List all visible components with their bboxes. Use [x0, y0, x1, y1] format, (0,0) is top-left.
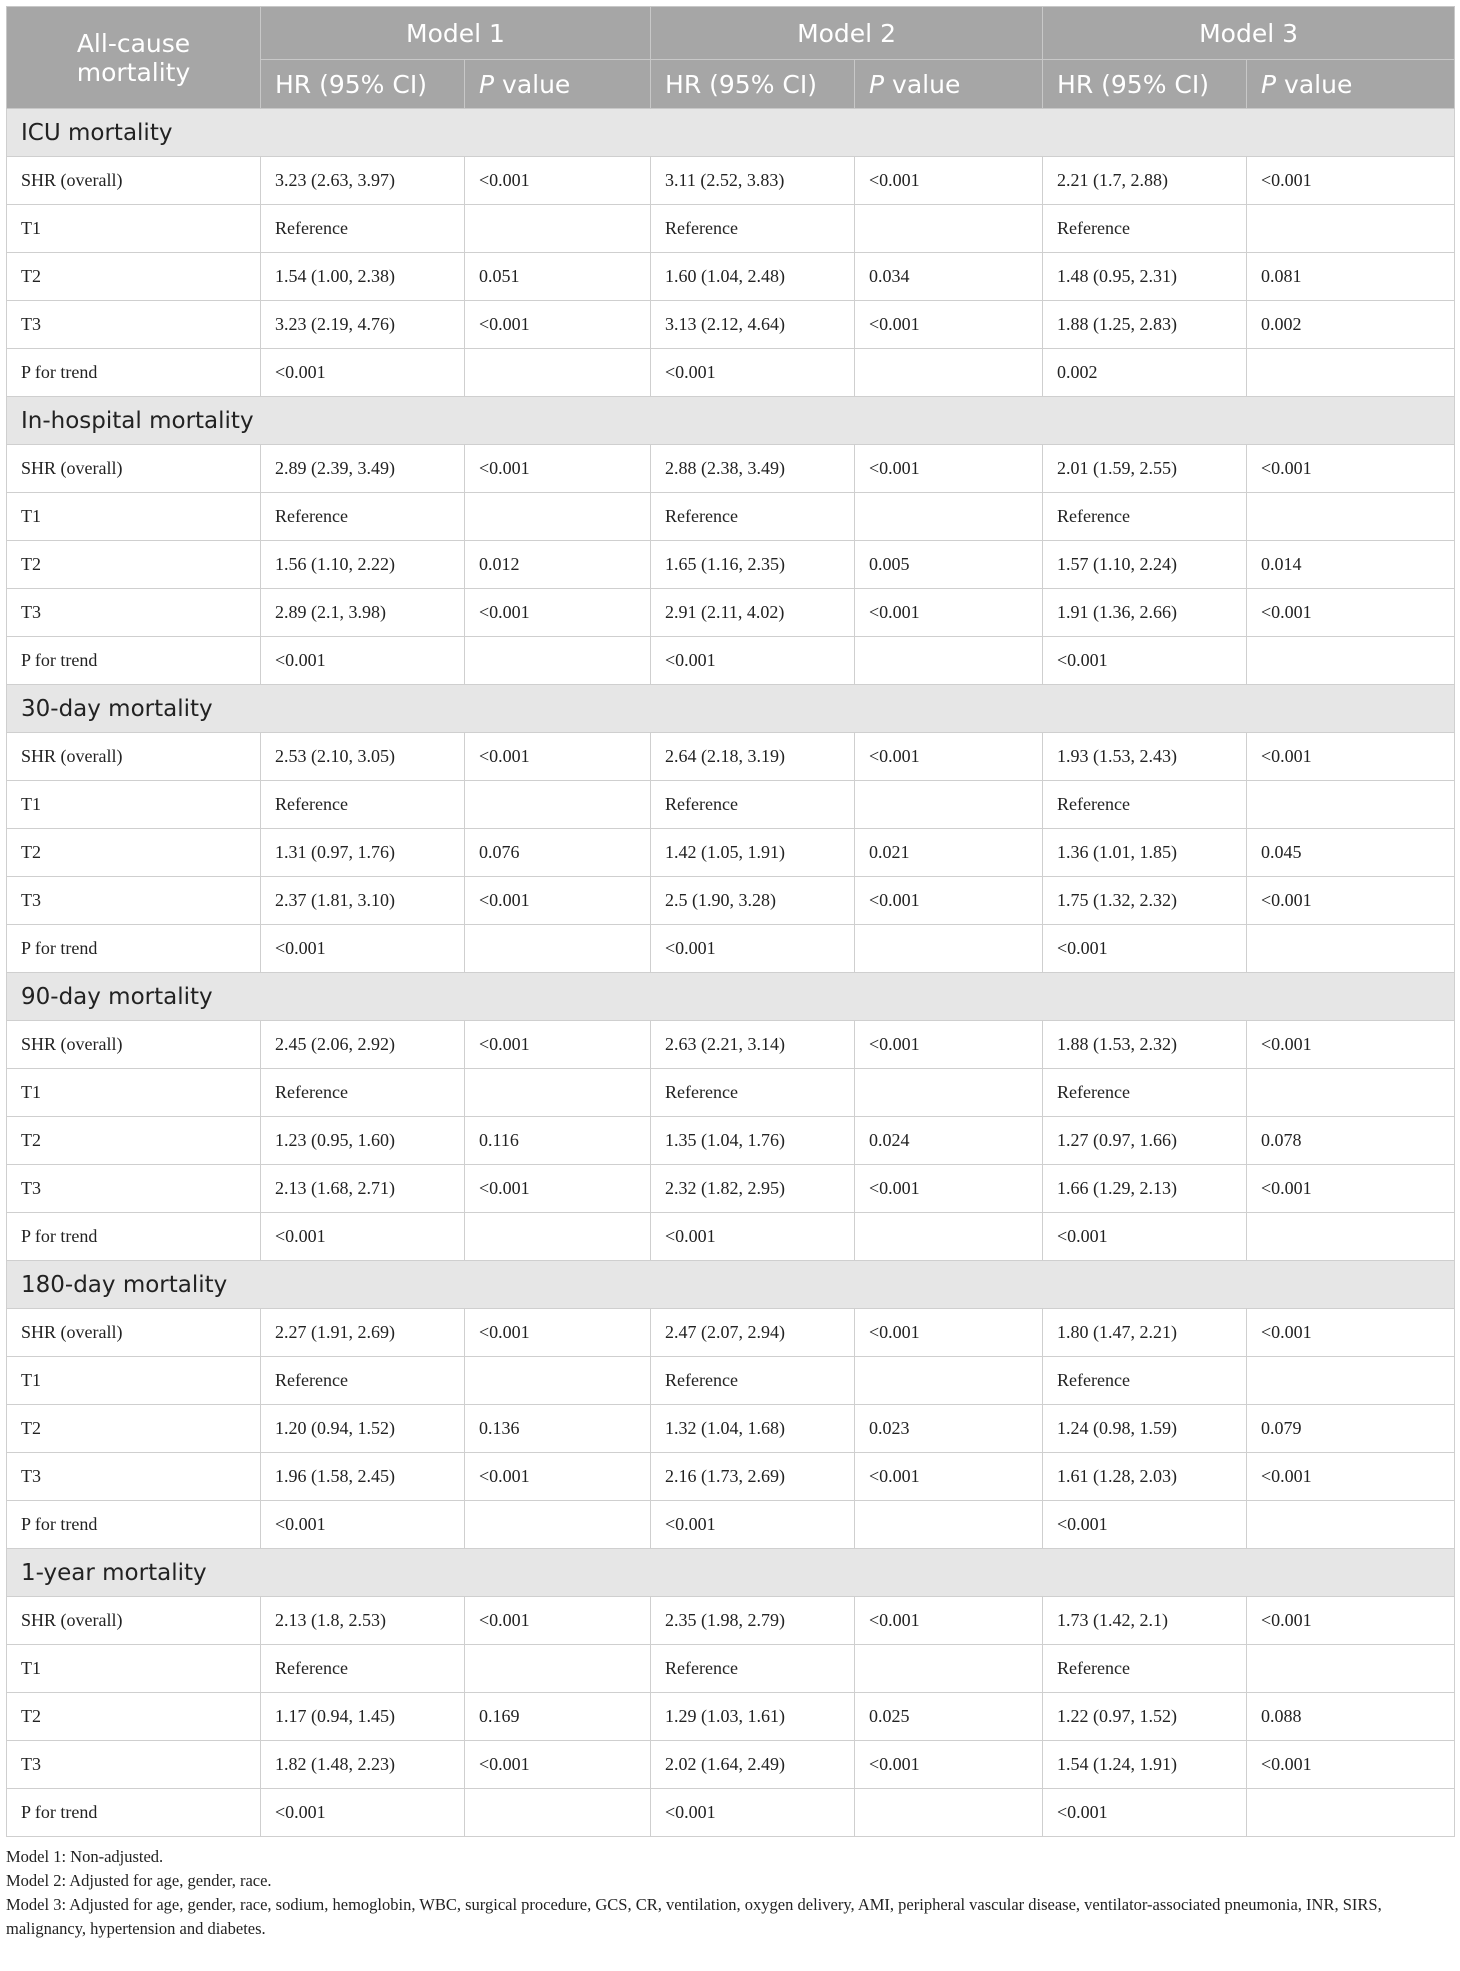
hr-cell: <0.001 — [651, 1213, 855, 1261]
p-value-cell: 0.051 — [465, 253, 651, 301]
p-value-cell: <0.001 — [1247, 1597, 1455, 1645]
hr-cell: <0.001 — [651, 349, 855, 397]
hr-cell: Reference — [1043, 205, 1247, 253]
table-row — [7, 493, 1455, 541]
hr-cell: <0.001 — [1043, 1501, 1247, 1549]
table-row — [7, 1309, 1455, 1357]
p-value-cell: <0.001 — [1247, 877, 1455, 925]
hr-cell: 1.24 (0.98, 1.59) — [1043, 1405, 1247, 1453]
hr-cell: 2.45 (2.06, 2.92) — [261, 1021, 465, 1069]
mortality-table — [6, 6, 1455, 1837]
hr-header: HR (95% CI) — [1043, 60, 1247, 109]
hr-cell: <0.001 — [261, 1789, 465, 1837]
hr-cell: 1.80 (1.47, 2.21) — [1043, 1309, 1247, 1357]
hr-cell: 2.89 (2.1, 3.98) — [261, 589, 465, 637]
model-3-header: Model 3 — [1043, 7, 1455, 60]
p-value-cell: <0.001 — [855, 1741, 1043, 1789]
p-value-cell — [1247, 205, 1455, 253]
section-row — [7, 109, 1455, 157]
p-value-cell — [1247, 1645, 1455, 1693]
row-label: T3 — [7, 301, 261, 349]
table-row — [7, 445, 1455, 493]
hr-cell: <0.001 — [261, 637, 465, 685]
hr-cell: Reference — [261, 1357, 465, 1405]
p-value-cell: <0.001 — [855, 1597, 1043, 1645]
hr-cell: 2.02 (1.64, 2.49) — [651, 1741, 855, 1789]
table-row — [7, 1645, 1455, 1693]
hr-cell: <0.001 — [651, 1501, 855, 1549]
hr-cell: 2.47 (2.07, 2.94) — [651, 1309, 855, 1357]
row-label: T2 — [7, 1117, 261, 1165]
hr-cell: 1.54 (1.00, 2.38) — [261, 253, 465, 301]
hr-cell: 2.5 (1.90, 3.28) — [651, 877, 855, 925]
p-value-cell: <0.001 — [465, 1165, 651, 1213]
hr-cell: 2.16 (1.73, 2.69) — [651, 1453, 855, 1501]
row-label: T1 — [7, 1357, 261, 1405]
p-value-cell — [465, 1213, 651, 1261]
table-row — [7, 637, 1455, 685]
footnote-model-3: Model 3: Adjusted for age, gender, race, sodium, hemoglobin, WBC, surgical procedure, GCS, CR, ventilation, oxygen delivery, AMI, peripheral vascular disease, ventilator-associated pneumonia, INR, SIRS, malignancy, hypertension and diabetes. — [6, 1895, 1382, 1938]
row-label: T2 — [7, 1693, 261, 1741]
hr-cell: 1.48 (0.95, 2.31) — [1043, 253, 1247, 301]
p-value-header — [855, 60, 1043, 109]
p-value-cell — [855, 637, 1043, 685]
p-value-cell: <0.001 — [855, 589, 1043, 637]
row-label: SHR (overall) — [7, 445, 261, 493]
hr-cell: <0.001 — [261, 925, 465, 973]
p-value-cell: 0.078 — [1247, 1117, 1455, 1165]
hr-cell: 1.29 (1.03, 1.61) — [651, 1693, 855, 1741]
hr-cell: 1.60 (1.04, 2.48) — [651, 253, 855, 301]
row-label: T3 — [7, 1741, 261, 1789]
section-row — [7, 973, 1455, 1021]
p-value-cell — [855, 781, 1043, 829]
p-value-cell: <0.001 — [465, 1453, 651, 1501]
hr-cell: 2.91 (2.11, 4.02) — [651, 589, 855, 637]
hr-cell: 1.82 (1.48, 2.23) — [261, 1741, 465, 1789]
p-value-cell — [855, 493, 1043, 541]
hr-cell: 1.96 (1.58, 2.45) — [261, 1453, 465, 1501]
row-label: SHR (overall) — [7, 1021, 261, 1069]
hr-cell: 2.27 (1.91, 2.69) — [261, 1309, 465, 1357]
hr-cell: 1.57 (1.10, 2.24) — [1043, 541, 1247, 589]
hr-cell: 1.56 (1.10, 2.22) — [261, 541, 465, 589]
p-value-cell: <0.001 — [465, 1741, 651, 1789]
p-value-cell: <0.001 — [855, 1309, 1043, 1357]
table-container — [6, 6, 1454, 1941]
hr-cell: Reference — [651, 1645, 855, 1693]
table-body — [7, 109, 1455, 1837]
p-value-cell: <0.001 — [465, 877, 651, 925]
p-rest: value — [1276, 69, 1353, 99]
hr-cell: Reference — [261, 493, 465, 541]
hr-cell: 3.23 (2.19, 4.76) — [261, 301, 465, 349]
p-value-cell: <0.001 — [855, 1453, 1043, 1501]
row-label: P for trend — [7, 637, 261, 685]
p-value-cell — [465, 1789, 651, 1837]
table-row — [7, 253, 1455, 301]
hr-cell: 1.91 (1.36, 2.66) — [1043, 589, 1247, 637]
section-row — [7, 685, 1455, 733]
section-title: 30-day mortality — [7, 685, 1455, 733]
p-value-cell: 0.021 — [855, 829, 1043, 877]
hr-cell: 3.13 (2.12, 4.64) — [651, 301, 855, 349]
p-value-cell: <0.001 — [855, 1165, 1043, 1213]
hr-cell: 2.89 (2.39, 3.49) — [261, 445, 465, 493]
hr-cell: <0.001 — [1043, 925, 1247, 973]
hr-cell: 2.63 (2.21, 3.14) — [651, 1021, 855, 1069]
p-value-header — [465, 60, 651, 109]
row-label: T1 — [7, 1069, 261, 1117]
hr-cell: 2.01 (1.59, 2.55) — [1043, 445, 1247, 493]
hr-cell: 2.13 (1.8, 2.53) — [261, 1597, 465, 1645]
hr-cell: 1.93 (1.53, 2.43) — [1043, 733, 1247, 781]
table-row — [7, 1357, 1455, 1405]
hr-cell: 1.20 (0.94, 1.52) — [261, 1405, 465, 1453]
hr-cell: 1.31 (0.97, 1.76) — [261, 829, 465, 877]
p-value-cell: <0.001 — [855, 445, 1043, 493]
table-row — [7, 1453, 1455, 1501]
p-value-cell: <0.001 — [855, 1021, 1043, 1069]
p-value-cell: <0.001 — [465, 157, 651, 205]
row-label: SHR (overall) — [7, 157, 261, 205]
table-row — [7, 781, 1455, 829]
row-label: T1 — [7, 1645, 261, 1693]
hr-cell: Reference — [651, 1069, 855, 1117]
p-italic: P — [869, 69, 885, 99]
p-value-cell: 0.014 — [1247, 541, 1455, 589]
p-value-cell — [465, 349, 651, 397]
p-value-cell: 0.169 — [465, 1693, 651, 1741]
hr-cell: Reference — [261, 1645, 465, 1693]
hr-cell: 1.42 (1.05, 1.91) — [651, 829, 855, 877]
p-value-cell — [855, 1069, 1043, 1117]
row-label: T2 — [7, 541, 261, 589]
row-label: T2 — [7, 1405, 261, 1453]
p-value-cell — [855, 205, 1043, 253]
hr-header: HR (95% CI) — [261, 60, 465, 109]
p-value-cell: <0.001 — [465, 1021, 651, 1069]
p-value-cell — [465, 781, 651, 829]
hr-cell: 1.65 (1.16, 2.35) — [651, 541, 855, 589]
p-rest: value — [884, 69, 961, 99]
row-label: P for trend — [7, 1501, 261, 1549]
row-label: P for trend — [7, 349, 261, 397]
section-title: 1-year mortality — [7, 1549, 1455, 1597]
section-title: 90-day mortality — [7, 973, 1455, 1021]
p-value-cell: <0.001 — [855, 877, 1043, 925]
p-italic: P — [479, 69, 495, 99]
table-row — [7, 1789, 1455, 1837]
hr-cell: <0.001 — [1043, 1213, 1247, 1261]
row-label: SHR (overall) — [7, 1309, 261, 1357]
p-value-cell — [855, 1789, 1043, 1837]
p-value-cell — [1247, 1213, 1455, 1261]
hr-cell: 2.88 (2.38, 3.49) — [651, 445, 855, 493]
table-row — [7, 301, 1455, 349]
p-value-cell: <0.001 — [465, 733, 651, 781]
p-value-cell — [855, 1501, 1043, 1549]
p-value-cell — [465, 1069, 651, 1117]
hr-cell: 1.23 (0.95, 1.60) — [261, 1117, 465, 1165]
hr-cell: Reference — [651, 781, 855, 829]
hr-cell: 1.35 (1.04, 1.76) — [651, 1117, 855, 1165]
p-value-cell: <0.001 — [465, 589, 651, 637]
hr-cell: Reference — [651, 1357, 855, 1405]
p-value-cell: 0.012 — [465, 541, 651, 589]
row-label: T2 — [7, 829, 261, 877]
p-value-cell: <0.001 — [855, 157, 1043, 205]
hr-cell: <0.001 — [261, 1501, 465, 1549]
hr-cell: 2.32 (1.82, 2.95) — [651, 1165, 855, 1213]
p-value-cell — [855, 1645, 1043, 1693]
footnote-model-2: Model 2: Adjusted for age, gender, race. — [6, 1871, 272, 1890]
hr-cell: <0.001 — [651, 925, 855, 973]
row-label: T1 — [7, 493, 261, 541]
table-row — [7, 1021, 1455, 1069]
p-value-cell: 0.116 — [465, 1117, 651, 1165]
table-row — [7, 1693, 1455, 1741]
table-row — [7, 1069, 1455, 1117]
table-row — [7, 589, 1455, 637]
p-value-cell: 0.079 — [1247, 1405, 1455, 1453]
p-value-cell — [465, 1501, 651, 1549]
hr-cell: <0.001 — [261, 1213, 465, 1261]
row-label: T3 — [7, 877, 261, 925]
table-row — [7, 1501, 1455, 1549]
p-rest: value — [494, 69, 571, 99]
p-value-cell: <0.001 — [1247, 1741, 1455, 1789]
table-row — [7, 733, 1455, 781]
p-value-cell — [465, 493, 651, 541]
row-label: T3 — [7, 1165, 261, 1213]
row-label: P for trend — [7, 925, 261, 973]
p-value-cell: <0.001 — [1247, 733, 1455, 781]
p-value-cell: <0.001 — [1247, 1453, 1455, 1501]
p-value-cell: 0.005 — [855, 541, 1043, 589]
p-value-cell: <0.001 — [1247, 1021, 1455, 1069]
p-value-cell: <0.001 — [1247, 589, 1455, 637]
hr-cell: <0.001 — [1043, 637, 1247, 685]
hr-cell: 1.17 (0.94, 1.45) — [261, 1693, 465, 1741]
hr-cell: Reference — [261, 1069, 465, 1117]
p-value-cell: 0.088 — [1247, 1693, 1455, 1741]
hr-cell: 2.37 (1.81, 3.10) — [261, 877, 465, 925]
p-value-cell: 0.045 — [1247, 829, 1455, 877]
p-value-cell — [1247, 637, 1455, 685]
p-value-cell — [1247, 493, 1455, 541]
row-label: SHR (overall) — [7, 1597, 261, 1645]
section-row — [7, 1261, 1455, 1309]
table-header — [7, 7, 1455, 109]
table-row — [7, 1597, 1455, 1645]
hr-cell: <0.001 — [261, 349, 465, 397]
hr-cell: Reference — [261, 781, 465, 829]
hr-cell: 1.88 (1.53, 2.32) — [1043, 1021, 1247, 1069]
hr-cell: 2.21 (1.7, 2.88) — [1043, 157, 1247, 205]
hr-cell: 1.88 (1.25, 2.83) — [1043, 301, 1247, 349]
hr-cell: Reference — [1043, 1069, 1247, 1117]
hr-header: HR (95% CI) — [651, 60, 855, 109]
hr-cell: Reference — [1043, 1357, 1247, 1405]
table-footnotes — [6, 1845, 1454, 1941]
hr-cell: Reference — [651, 205, 855, 253]
p-value-cell: <0.001 — [855, 301, 1043, 349]
p-value-cell — [855, 349, 1043, 397]
hr-cell: 2.53 (2.10, 3.05) — [261, 733, 465, 781]
hr-cell: 1.54 (1.24, 1.91) — [1043, 1741, 1247, 1789]
p-value-cell — [465, 925, 651, 973]
hr-cell: 3.11 (2.52, 3.83) — [651, 157, 855, 205]
p-value-cell — [1247, 781, 1455, 829]
p-value-cell: 0.136 — [465, 1405, 651, 1453]
hr-cell: 2.64 (2.18, 3.19) — [651, 733, 855, 781]
p-value-cell — [1247, 1069, 1455, 1117]
p-value-cell: 0.081 — [1247, 253, 1455, 301]
hr-cell: 1.73 (1.42, 2.1) — [1043, 1597, 1247, 1645]
hr-cell: 1.61 (1.28, 2.03) — [1043, 1453, 1247, 1501]
table-row — [7, 1117, 1455, 1165]
section-row — [7, 1549, 1455, 1597]
footnote-model-1: Model 1: Non-adjusted. — [6, 1847, 164, 1866]
p-value-cell — [1247, 349, 1455, 397]
hr-cell: 2.13 (1.68, 2.71) — [261, 1165, 465, 1213]
row-label: T1 — [7, 781, 261, 829]
table-row — [7, 1405, 1455, 1453]
hr-cell: Reference — [261, 205, 465, 253]
hr-cell: 2.35 (1.98, 2.79) — [651, 1597, 855, 1645]
hr-cell: 1.36 (1.01, 1.85) — [1043, 829, 1247, 877]
p-value-cell: 0.034 — [855, 253, 1043, 301]
hr-cell: Reference — [1043, 493, 1247, 541]
p-value-cell: 0.025 — [855, 1693, 1043, 1741]
p-value-cell — [1247, 1501, 1455, 1549]
p-value-cell — [465, 1645, 651, 1693]
table-row — [7, 1165, 1455, 1213]
table-row — [7, 925, 1455, 973]
p-value-cell: <0.001 — [1247, 1165, 1455, 1213]
table-row — [7, 205, 1455, 253]
table-row — [7, 1741, 1455, 1789]
row-label: P for trend — [7, 1789, 261, 1837]
hr-cell: Reference — [1043, 781, 1247, 829]
p-value-cell: <0.001 — [465, 445, 651, 493]
table-row — [7, 349, 1455, 397]
hr-cell: Reference — [651, 493, 855, 541]
p-value-cell: <0.001 — [465, 1597, 651, 1645]
p-value-cell — [855, 925, 1043, 973]
p-value-cell — [465, 637, 651, 685]
p-italic: P — [1261, 69, 1277, 99]
hr-cell: Reference — [1043, 1645, 1247, 1693]
p-value-cell: <0.001 — [855, 733, 1043, 781]
hr-cell: 0.002 — [1043, 349, 1247, 397]
model-1-header: Model 1 — [261, 7, 651, 60]
row-label: T2 — [7, 253, 261, 301]
p-value-cell — [1247, 1357, 1455, 1405]
table-row — [7, 877, 1455, 925]
table-row — [7, 157, 1455, 205]
p-value-cell: <0.001 — [1247, 157, 1455, 205]
section-title: 180-day mortality — [7, 1261, 1455, 1309]
row-label: T1 — [7, 205, 261, 253]
p-value-cell — [465, 205, 651, 253]
p-value-cell: 0.024 — [855, 1117, 1043, 1165]
p-value-cell — [855, 1357, 1043, 1405]
hr-cell: 1.22 (0.97, 1.52) — [1043, 1693, 1247, 1741]
p-value-cell: 0.023 — [855, 1405, 1043, 1453]
hr-cell: 1.27 (0.97, 1.66) — [1043, 1117, 1247, 1165]
row-label: T3 — [7, 589, 261, 637]
p-value-cell: <0.001 — [1247, 1309, 1455, 1357]
p-value-cell — [1247, 1789, 1455, 1837]
hr-cell: <0.001 — [1043, 1789, 1247, 1837]
p-value-cell — [465, 1357, 651, 1405]
p-value-header — [1247, 60, 1455, 109]
hr-cell: 1.66 (1.29, 2.13) — [1043, 1165, 1247, 1213]
p-value-cell: 0.076 — [465, 829, 651, 877]
p-value-cell: <0.001 — [1247, 445, 1455, 493]
corner-header: All-cause mortality — [7, 7, 261, 109]
p-value-cell: <0.001 — [465, 1309, 651, 1357]
row-label: P for trend — [7, 1213, 261, 1261]
p-value-cell: <0.001 — [465, 301, 651, 349]
hr-cell: <0.001 — [651, 637, 855, 685]
section-title: ICU mortality — [7, 109, 1455, 157]
p-value-cell — [855, 1213, 1043, 1261]
table-row — [7, 1213, 1455, 1261]
section-title: In-hospital mortality — [7, 397, 1455, 445]
section-row — [7, 397, 1455, 445]
hr-cell: 1.75 (1.32, 2.32) — [1043, 877, 1247, 925]
p-value-cell — [1247, 925, 1455, 973]
model-2-header: Model 2 — [651, 7, 1043, 60]
hr-cell: <0.001 — [651, 1789, 855, 1837]
table-row — [7, 829, 1455, 877]
p-value-cell: 0.002 — [1247, 301, 1455, 349]
hr-cell: 1.32 (1.04, 1.68) — [651, 1405, 855, 1453]
row-label: SHR (overall) — [7, 733, 261, 781]
table-row — [7, 541, 1455, 589]
row-label: T3 — [7, 1453, 261, 1501]
hr-cell: 3.23 (2.63, 3.97) — [261, 157, 465, 205]
